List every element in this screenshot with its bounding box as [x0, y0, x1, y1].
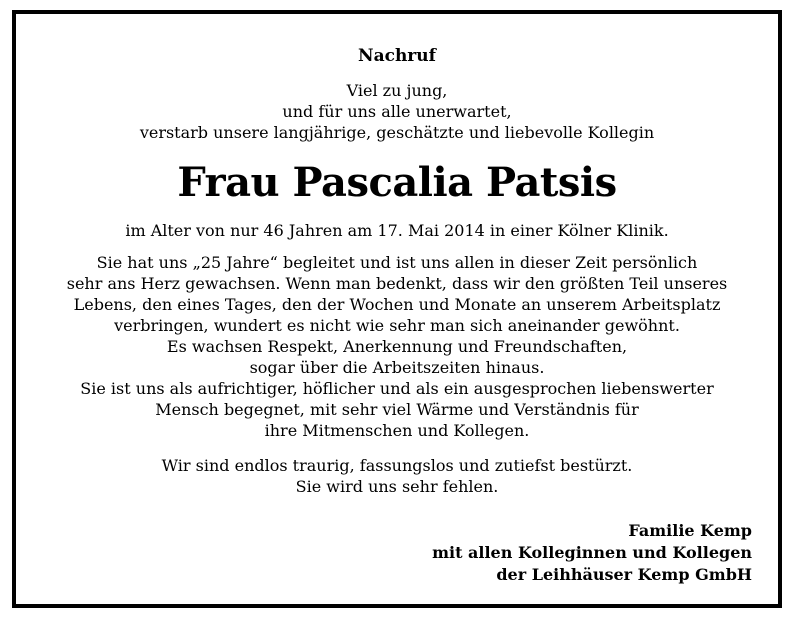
age-line: im Alter von nur 46 Jahren am 17. Mai 2014 in einer Kölner Klinik. [125, 221, 669, 240]
signature-line: mit allen Kolleginnen und Kollegen [432, 543, 752, 562]
intro-line: verstarb unsere langjährige, geschätzte und liebevolle Kollegin [139, 123, 655, 142]
body-text [16, 252, 778, 441]
body-line: ihre Mitmenschen und Kollegen. [264, 421, 530, 440]
body-line: sogar über die Arbeitszeiten hinaus. [249, 358, 545, 377]
intro-line: Viel zu jung, [346, 81, 448, 100]
signature-line: der Leihhäuser Kemp GmbH [496, 565, 752, 584]
body-line: Lebens, den eines Tages, den der Wochen und Monate an unserem Arbeitsplatz [73, 295, 721, 314]
signature-line: Familie Kemp [628, 521, 752, 540]
signature-block [432, 520, 752, 586]
body-line: Sie ist uns als aufrichtiger, höflicher und als ein ausgesprochen liebenswerter [80, 379, 714, 398]
body-line: Es wachsen Respekt, Anerkennung und Freundschaften, [166, 337, 628, 356]
body-line: Mensch begegnet, mit sehr viel Wärme und Verständnis für [155, 400, 639, 419]
body-line: Sie hat uns „25 Jahre“ begleitet und ist uns allen in dieser Zeit persönlich [96, 253, 698, 272]
body-line: sehr ans Herz gewachsen. Wenn man bedenkt, dass wir den größten Teil unseres [66, 274, 728, 293]
closing-text [16, 455, 778, 497]
deceased-name: Frau Pascalia Patsis [177, 159, 617, 206]
intro-line: und für uns alle unerwartet, [282, 102, 512, 121]
body-line: verbringen, wundert es nicht wie sehr man sich aneinander gewöhnt. [114, 316, 680, 335]
intro-text [16, 80, 778, 143]
closing-line: Wir sind endlos traurig, fassungslos und zutiefst bestürzt. [161, 456, 633, 475]
notice-heading: Nachruf [358, 46, 436, 66]
obituary-notice [12, 10, 782, 608]
closing-line: Sie wird uns sehr fehlen. [295, 477, 499, 496]
